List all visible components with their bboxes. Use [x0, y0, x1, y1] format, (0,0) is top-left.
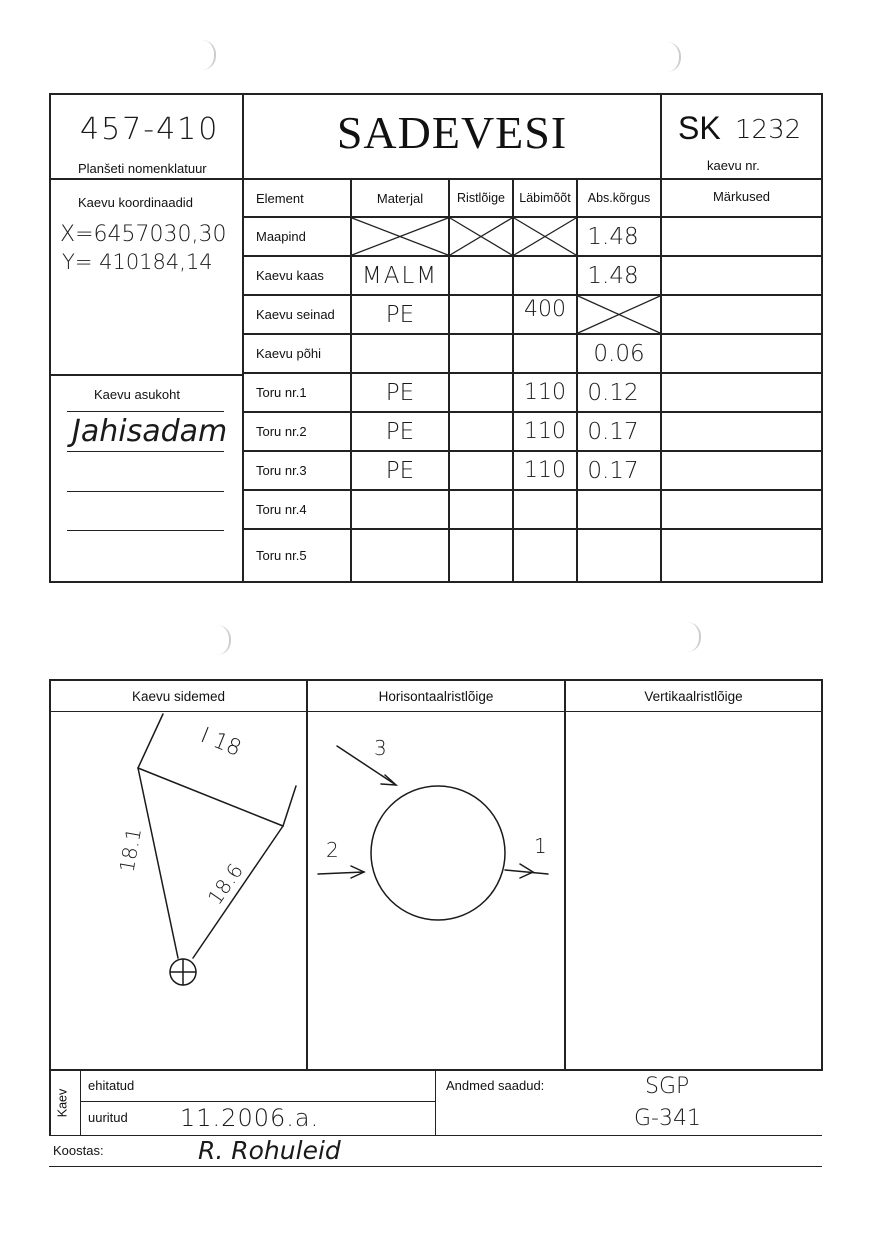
cell-labimoot: 110 [524, 419, 566, 444]
row-label: Toru nr.4 [256, 502, 307, 517]
cell-labimoot: 110 [524, 458, 566, 483]
andmed-value-1: SGP [645, 1074, 690, 1099]
row-label: Kaevu seinad [256, 307, 335, 322]
sidemed-label: Kaevu sidemed [131, 688, 226, 704]
measure-line [138, 768, 178, 958]
th-labimoot: Läbimõõt [519, 191, 571, 205]
row-label: Kaevu kaas [256, 268, 324, 283]
cell-labimoot: 110 [524, 380, 566, 405]
ehitatud-label: ehitatud [88, 1078, 135, 1093]
pipe-label-1: 1 [534, 834, 547, 858]
cell-abs: 0.17 [587, 418, 639, 445]
th-element: Element [256, 190, 304, 206]
cell-abs: 0.17 [587, 457, 639, 484]
dim-right: 18.6 [202, 858, 248, 910]
pipe-arrow-1 [505, 870, 548, 874]
coordinate-y: Y= 410184,14 [62, 250, 213, 274]
cell-materjal: PE [385, 418, 415, 445]
th-materjal: Materjal [376, 190, 424, 206]
reference-line [283, 786, 296, 826]
cell-materjal: MALM [361, 262, 439, 289]
cell-materjal: PE [385, 301, 415, 328]
coordinates-label: Kaevu koordinaadid [78, 195, 193, 210]
row-label: Toru nr.3 [256, 463, 307, 478]
pipe-label-2: 2 [326, 838, 339, 862]
vertikaal-label: Vertikaalristlõige [644, 688, 743, 704]
well-label: kaevu nr. [707, 158, 760, 173]
nomenclature-label: Planšeti nomenklatuur [78, 161, 207, 176]
row-label: Kaevu põhi [256, 346, 322, 361]
row-label: Toru nr.2 [256, 424, 307, 439]
andmed-value-2: G-341 [634, 1106, 701, 1131]
well-prefix: SK [678, 110, 721, 146]
location-label: Kaevu asukoht [94, 387, 181, 402]
dim-left: 18.1 [114, 825, 146, 875]
koostas-value: R. Rohuleid [198, 1136, 341, 1165]
uuritud-label: uuritud [88, 1110, 128, 1125]
location-value: Jahisadam [72, 414, 228, 449]
coordinate-x: X=6457030,30 [60, 222, 227, 247]
th-markused: Märkused [712, 188, 771, 204]
nomenclature-value: 457-410 [80, 112, 220, 147]
row-label: Toru nr.5 [256, 547, 307, 563]
cell-materjal: PE [385, 379, 415, 406]
well-circle [371, 786, 505, 920]
horisontaal-label: Horisontaalristlõige [378, 688, 494, 704]
cell-materjal: PE [385, 457, 415, 484]
row-label: Maapind [256, 229, 306, 244]
dim-top: I 18 [196, 723, 245, 762]
uuritud-value: 11.2006.a. [180, 1104, 320, 1132]
pipe-arrow-3 [337, 746, 396, 785]
pipe-arrow-2 [318, 872, 364, 874]
well-number: 1232 [735, 115, 802, 145]
kaev-side-label: Kaev [55, 1088, 70, 1118]
reference-line [138, 714, 163, 768]
cell-abs: 1.48 [587, 223, 639, 250]
cell-abs: 1.48 [587, 262, 639, 289]
reference-line [138, 768, 283, 826]
cell-abs: 0.12 [587, 379, 639, 406]
pipe-label-3: 3 [374, 736, 387, 760]
andmed-label: Andmed saadud: [446, 1078, 545, 1093]
th-abs-korgus: Abs.kõrgus [587, 191, 651, 205]
koostas-label: Koostas: [53, 1143, 104, 1158]
cell-labimoot: 400 [524, 296, 566, 322]
form-title: SADEVESI [336, 107, 568, 158]
cell-abs: 0.06 [593, 340, 645, 367]
row-label: Toru nr.1 [256, 385, 307, 400]
th-ristloige: Ristlõige [457, 191, 505, 205]
